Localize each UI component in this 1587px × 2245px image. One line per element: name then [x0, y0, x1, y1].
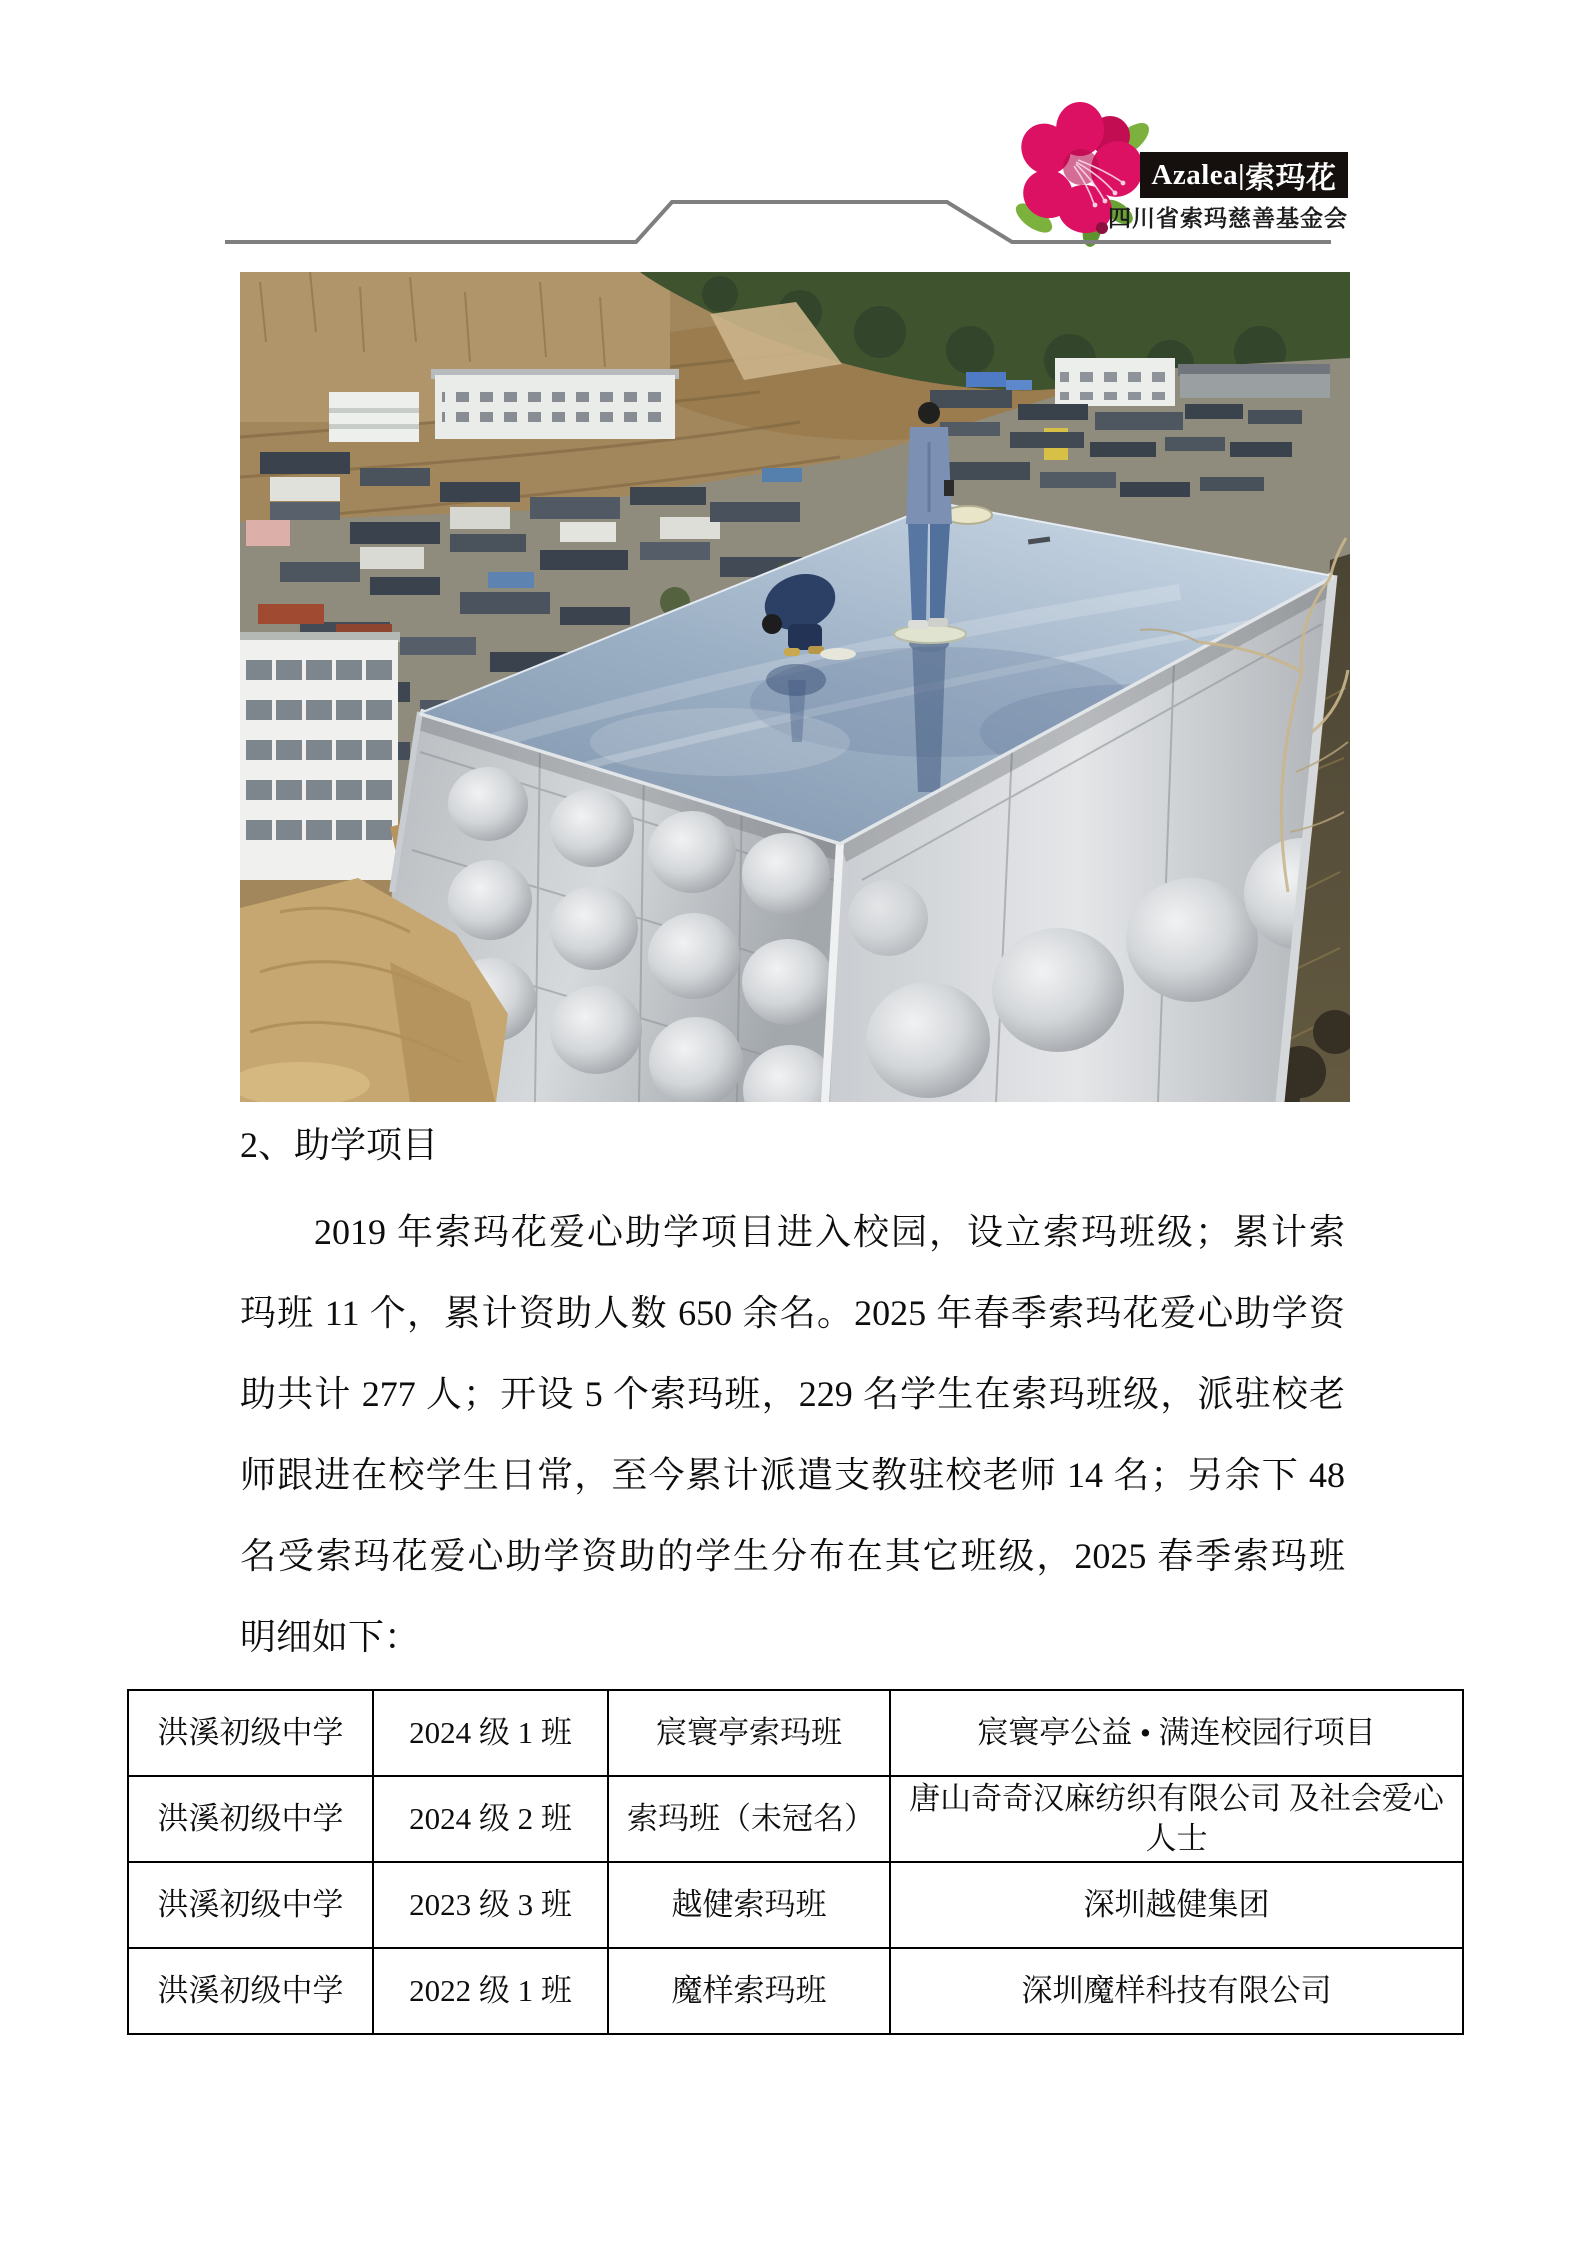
header-rule-line	[225, 202, 1331, 242]
table-row	[128, 1948, 1463, 2034]
cell-grade-class: 2022 级 1 班	[373, 1948, 608, 2034]
cell-grade-class: 2023 级 3 班	[373, 1862, 608, 1948]
cell-sponsor: 宸寰亭公益 • 满连校园行项目	[890, 1690, 1463, 1776]
paragraph-line: 2019 年索玛花爱心助学项目进入校园，设立索玛班级；累计索	[314, 1212, 1345, 1252]
paragraph-line: 助共计 277 人；开设 5 个索玛班，229 名学生在索玛班级，派驻校老	[240, 1374, 1345, 1414]
soma-class-table	[127, 1689, 1464, 2035]
cell-school: 洪溪初级中学	[128, 1862, 373, 1948]
section-paragraph	[240, 1192, 1345, 1678]
cell-grade-class: 2024 级 1 班	[373, 1690, 608, 1776]
cell-sponsor: 唐山奇奇汉麻纺织有限公司 及社会爱心人士	[890, 1776, 1463, 1862]
header-rule	[200, 196, 1350, 248]
table-row	[128, 1690, 1463, 1776]
cell-sponsor: 深圳越健集团	[890, 1862, 1463, 1948]
table-row	[128, 1862, 1463, 1948]
cell-school: 洪溪初级中学	[128, 1690, 373, 1776]
paragraph-line: 明细如下：	[240, 1617, 421, 1657]
cell-school: 洪溪初级中学	[128, 1948, 373, 2034]
paragraph-line: 师跟进在校学生日常，至今累计派遣支教驻校老师 14 名；另余下 48	[240, 1455, 1345, 1495]
paragraph-line: 名受索玛花爱心助学资助的学生分布在其它班级，2025 春季索玛班	[240, 1536, 1345, 1576]
cell-sponsor: 深圳魔样科技有限公司	[890, 1948, 1463, 2034]
cell-grade-class: 2024 级 2 班	[373, 1776, 608, 1862]
cell-class-name: 魔样索玛班	[608, 1948, 890, 2034]
brand-divider: |	[1238, 158, 1246, 191]
paragraph-line: 玛班 11 个，累计资助人数 650 余名。2025 年春季索玛花爱心助学资	[240, 1293, 1345, 1333]
cell-class-name: 索玛班（未冠名）	[608, 1776, 890, 1862]
section-heading: 2、助学项目	[240, 1125, 439, 1165]
water-tank-photo	[240, 272, 1350, 1102]
brand-banner	[1140, 152, 1348, 198]
cell-class-name: 宸寰亭索玛班	[608, 1690, 890, 1776]
cell-class-name: 越健索玛班	[608, 1862, 890, 1948]
photo-illustration	[240, 272, 1350, 1102]
brand-name-en: Azalea	[1151, 158, 1239, 191]
table-row	[128, 1776, 1463, 1862]
cell-school: 洪溪初级中学	[128, 1776, 373, 1862]
brand-name-cn: 索玛花	[1245, 162, 1337, 195]
organization-name: 四川省索玛慈善基金会	[1108, 206, 1348, 231]
